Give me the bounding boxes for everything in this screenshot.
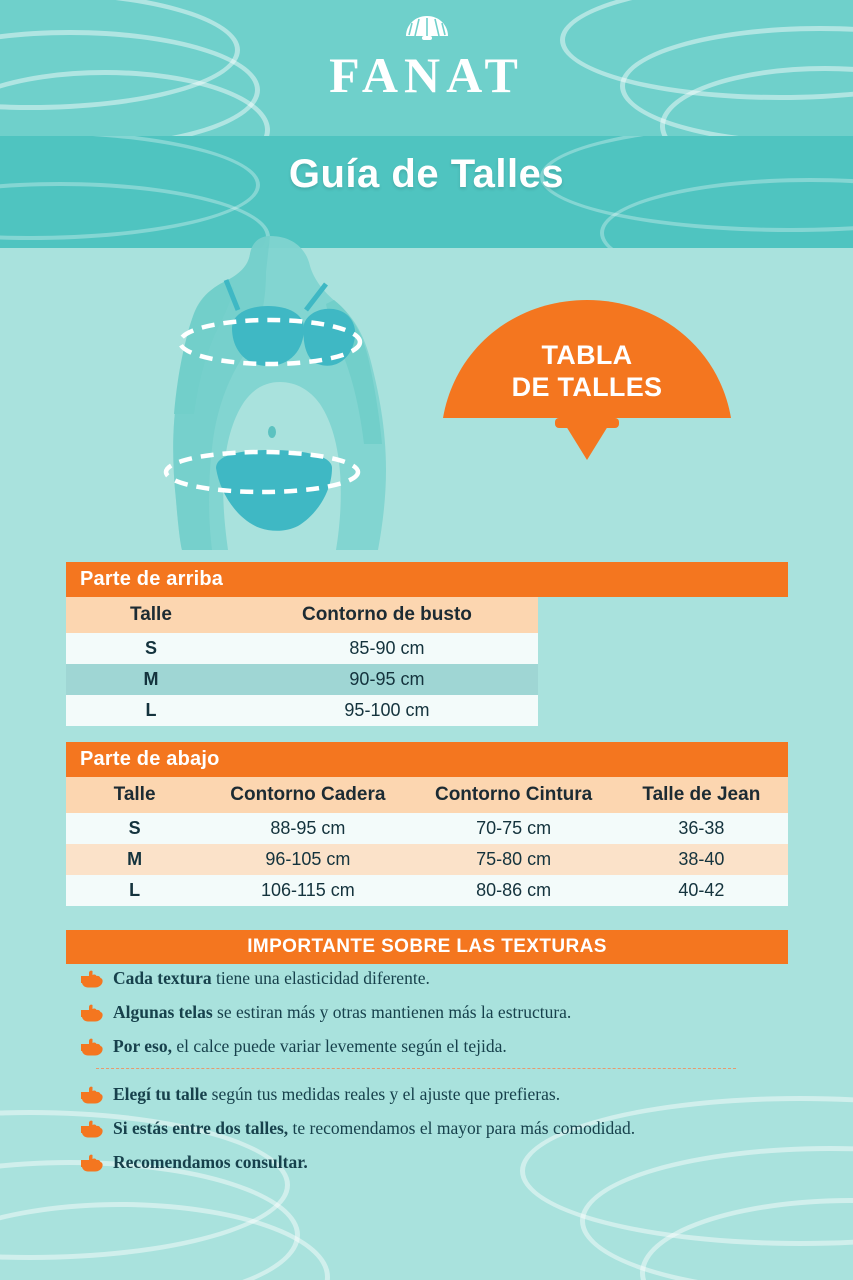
note-text [113, 1118, 635, 1138]
table-parte-de-arriba [66, 597, 538, 726]
pointing-hand-icon [80, 1153, 104, 1173]
table-header-row [66, 777, 788, 813]
table-row [66, 695, 538, 726]
list-item [80, 1152, 826, 1173]
note-strong: Recomendamos consultar. [113, 1152, 308, 1172]
badge-line-2: DE TALLES [511, 371, 663, 402]
page-title: Guía de Talles [288, 152, 565, 196]
col-contorno-cadera: Contorno Cadera [203, 777, 412, 813]
col-talle: Talle [66, 597, 236, 633]
cell-cadera: 88-95 cm [203, 813, 412, 844]
note-rest: según tus medidas reales y el ajuste que prefieras. [207, 1084, 561, 1104]
pointing-hand-icon [80, 1003, 104, 1023]
note-text [113, 968, 430, 988]
badge-line-1: TABLA [541, 340, 633, 370]
cell-talle: L [66, 695, 236, 726]
list-item [80, 1084, 826, 1105]
table-header-row [66, 597, 538, 633]
important-notes-list [66, 968, 826, 1186]
col-contorno-cintura: Contorno Cintura [413, 777, 615, 813]
brand-logo [0, 14, 853, 103]
cell-talle: S [66, 813, 203, 844]
pointing-hand-icon [80, 1085, 104, 1105]
section-parte-de-arriba [66, 562, 788, 726]
pointing-hand-icon [80, 1037, 104, 1057]
note-rest: se estiran más y otras mantienen más la estructura. [212, 1002, 572, 1022]
col-talle: Talle [66, 777, 203, 813]
brand-name: FANAT [329, 47, 524, 103]
cell-cintura: 80-86 cm [413, 875, 615, 906]
cell-talle: L [66, 875, 203, 906]
note-strong: Algunas telas [113, 1002, 213, 1022]
list-item [80, 968, 826, 989]
col-contorno-busto: Contorno de busto [236, 597, 538, 633]
note-text [113, 1084, 560, 1104]
table-row [66, 844, 788, 875]
cell-talle: M [66, 844, 203, 875]
important-header: IMPORTANTE SOBRE LAS TEXTURAS [66, 930, 788, 964]
note-strong: Cada textura [113, 968, 212, 988]
cell-jean: 38-40 [615, 844, 788, 875]
cell-busto: 85-90 cm [236, 633, 538, 664]
section-parte-de-abajo [66, 742, 788, 906]
cell-cintura: 75-80 cm [413, 844, 615, 875]
note-strong: Elegí tu talle [113, 1084, 208, 1104]
cell-talle: S [66, 633, 236, 664]
section-header-bottom: Parte de abajo [66, 742, 788, 777]
note-text [113, 1002, 571, 1022]
cell-cintura: 70-75 cm [413, 813, 615, 844]
note-rest: te recomendamos el mayor para más comodidad. [288, 1118, 636, 1138]
table-row [66, 664, 538, 695]
body-illustration [120, 232, 450, 552]
note-rest: tiene una elasticidad diferente. [211, 968, 430, 988]
pointing-hand-icon [80, 1119, 104, 1139]
cell-jean: 36-38 [615, 813, 788, 844]
table-row [66, 875, 788, 906]
tabla-de-talles-badge [437, 300, 737, 475]
cell-cadera: 106-115 cm [203, 875, 412, 906]
notes-divider [96, 1068, 736, 1069]
cell-busto: 95-100 cm [236, 695, 538, 726]
note-text [113, 1152, 308, 1172]
table-row [66, 813, 788, 844]
badge-label [437, 340, 737, 404]
cell-busto: 90-95 cm [236, 664, 538, 695]
section-header-top: Parte de arriba [66, 562, 788, 597]
note-strong: Si estás entre dos talles, [113, 1118, 289, 1138]
cell-cadera: 96-105 cm [203, 844, 412, 875]
pointing-hand-icon [80, 969, 104, 989]
shell-icon [404, 14, 450, 48]
table-row [66, 633, 538, 664]
page-title-wrap [0, 152, 853, 197]
cell-jean: 40-42 [615, 875, 788, 906]
col-talle-de-jean: Talle de Jean [615, 777, 788, 813]
cell-talle: M [66, 664, 236, 695]
list-item [80, 1036, 826, 1057]
list-item [80, 1118, 826, 1139]
note-strong: Por eso, [113, 1036, 172, 1056]
list-item [80, 1002, 826, 1023]
note-rest: el calce puede variar levemente según el tejida. [171, 1036, 507, 1056]
table-parte-de-abajo [66, 777, 788, 906]
note-text [113, 1036, 507, 1056]
